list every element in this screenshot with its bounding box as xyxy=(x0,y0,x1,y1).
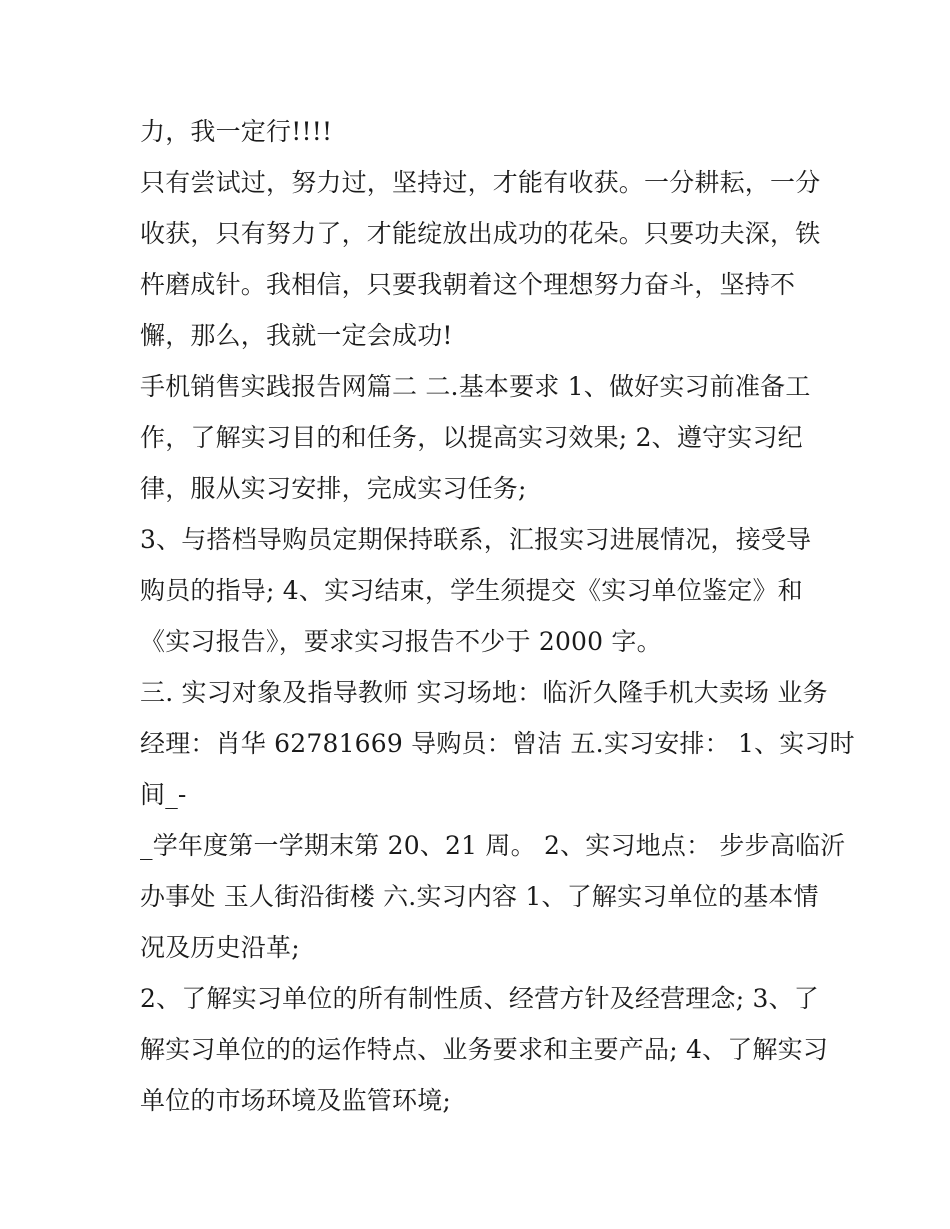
text-line-12: 三. 实习对象及指导教师 实习场地：临沂久隆手机大卖场 业务 xyxy=(140,678,828,707)
text-line-10: 购员的指导; 4、实习结束，学生须提交《实习单位鉴定》和 xyxy=(140,576,803,605)
document-body xyxy=(140,106,855,1126)
text-line-7: 作，了解实习目的和任务，以提高实习效果; 2、遵守实习纪 xyxy=(140,423,803,452)
text-line-4: 杵磨成针。我相信，只要我朝着这个理想努力奋斗，坚持不 xyxy=(140,270,796,299)
text-line-17: 况及历史沿革; xyxy=(140,933,300,962)
text-line-6: 手机销售实践报告网篇二 二.基本要求 1、做好实习前准备工 xyxy=(140,372,811,401)
text-line-2: 只有尝试过，努力过，坚持过，才能有收获。一分耕耘，一分 xyxy=(140,168,821,197)
text-line-16: 办事处 玉人街沿街楼 六.实习内容 1、了解实习单位的基本情 xyxy=(140,882,819,911)
text-line-5: 懈，那么，我就一定会成功! xyxy=(140,321,453,350)
text-line-19: 解实习单位的的运作特点、业务要求和主要产品; 4、了解实习 xyxy=(140,1035,829,1064)
text-line-11: 《实习报告》，要求实习报告不少于 2000 字。 xyxy=(140,627,662,656)
text-line-14: 间_- xyxy=(140,780,187,809)
text-line-15: _学年度第一学期末第 20、21 周。 2、实习地点： 步步高临沂 xyxy=(140,831,846,860)
text-line-13: 经理：肖华 62781669 导购员：曾洁 五.实习安排： 1、实习时 xyxy=(140,729,855,758)
text-line-18: 2、了解实习单位的所有制性质、经营方针及经营理念; 3、了 xyxy=(140,984,819,1013)
text-line-3: 收获，只有努力了，才能绽放出成功的花朵。只要功夫深，铁 xyxy=(140,219,821,248)
text-line-8: 律，服从实习安排，完成实习任务; xyxy=(140,474,527,503)
text-line-9: 3、与搭档导购员定期保持联系，汇报实习进展情况，接受导 xyxy=(140,525,812,554)
text-line-1: 力，我一定行!!!! xyxy=(140,117,333,146)
text-line-20: 单位的市场环境及监管环境; xyxy=(140,1086,452,1115)
